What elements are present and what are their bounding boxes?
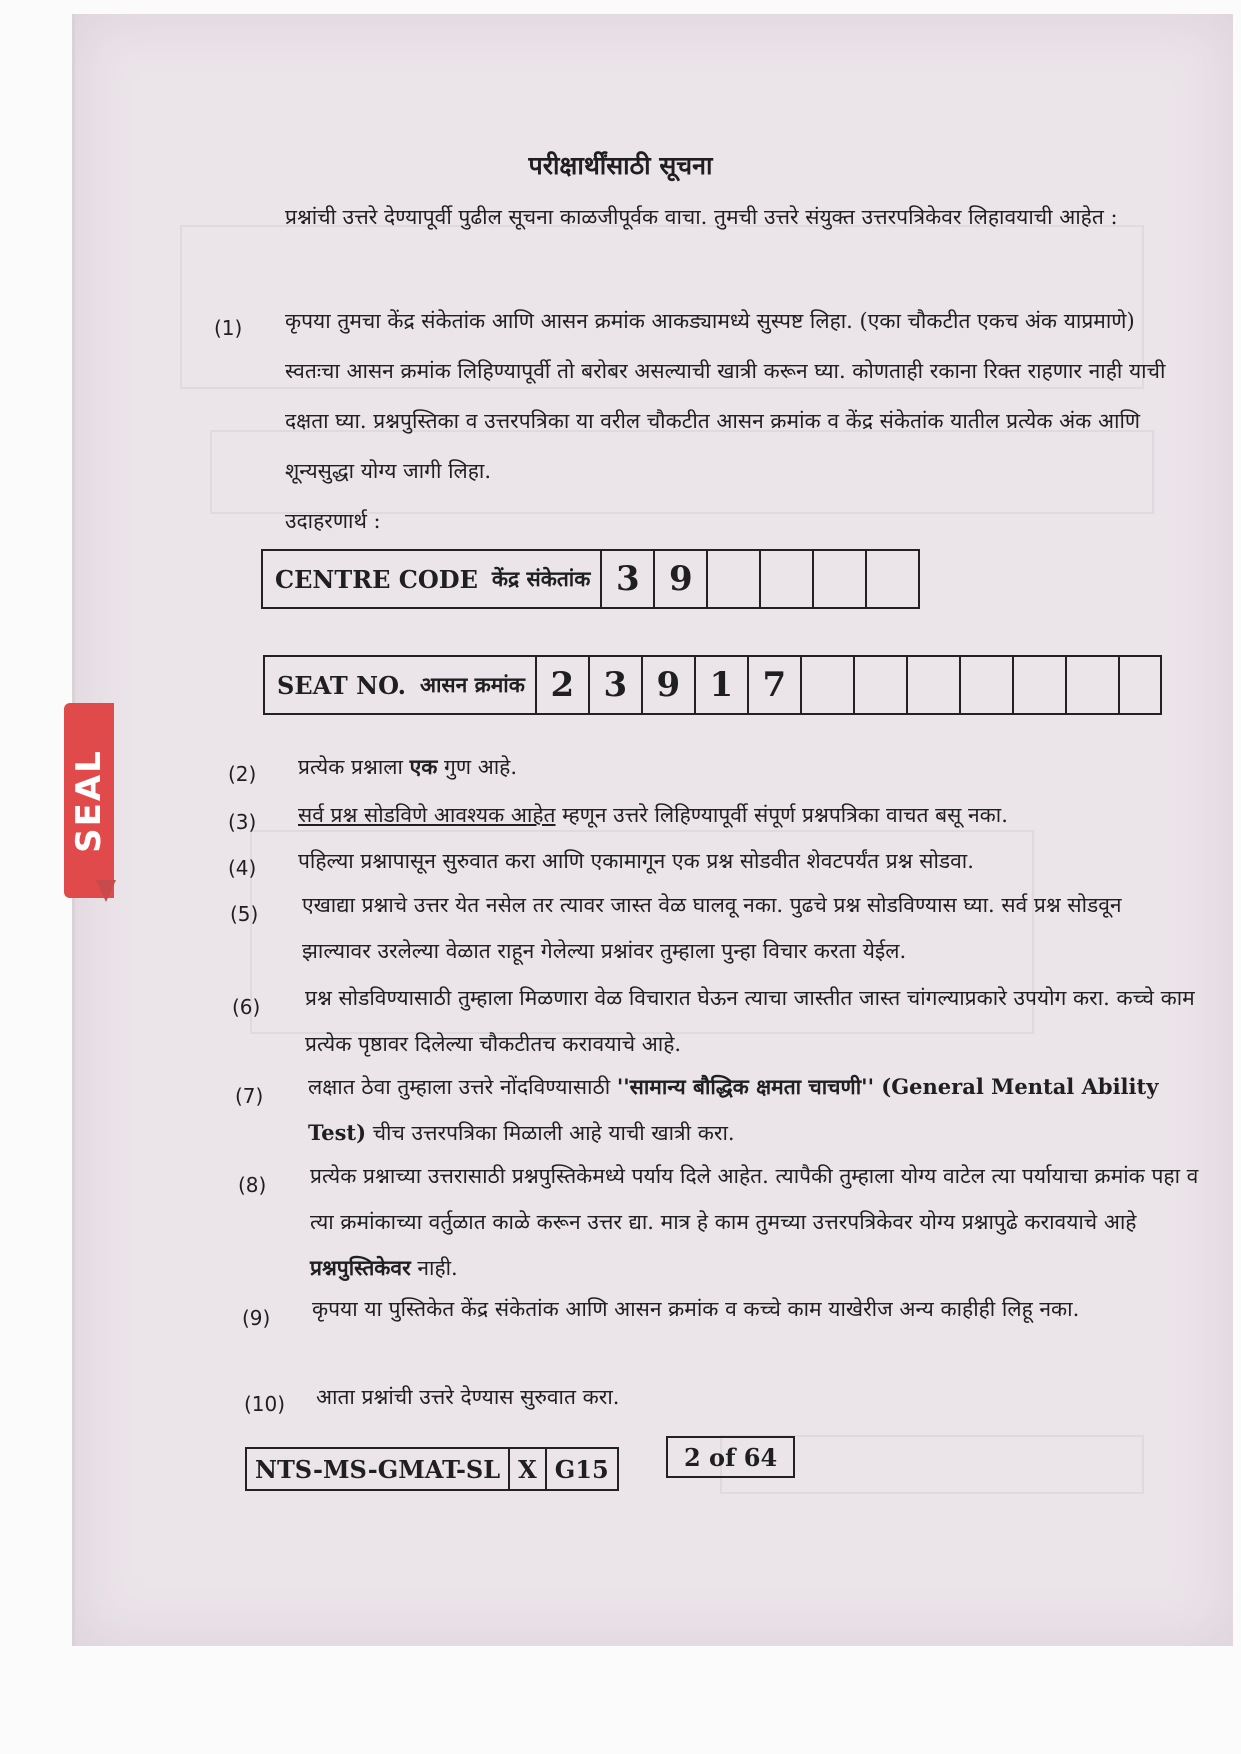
instruction-5: [302, 882, 1192, 974]
instruction-number: (7): [235, 1084, 264, 1108]
instruction-emphasis: प्रश्नपुस्तिकेवर: [310, 1255, 411, 1280]
seat-no-box: [263, 655, 1162, 715]
centre-code-label-mr: केंद्र संकेतांक: [491, 566, 591, 591]
centre-code-digit: [708, 551, 761, 607]
page-number: 2 of 64: [684, 1442, 778, 1472]
seat-no-digit: [802, 657, 855, 713]
centre-code-digit: [814, 551, 867, 607]
instruction-2: [298, 742, 1178, 792]
instruction-text: म्हणून उत्तरे लिहिण्यापूर्वी संपूर्ण प्रश्नपत्रिका वाचत बसू नका.: [555, 803, 1008, 827]
instruction-number: (4): [228, 856, 257, 880]
instruction-text: गुण आहे.: [437, 755, 518, 779]
instruction-8: [310, 1153, 1200, 1291]
footer: [245, 1447, 619, 1491]
booklet-code-box: [245, 1447, 619, 1491]
seat-no-digit: [908, 657, 961, 713]
instruction-text: लक्षात ठेवा तुम्हाला उत्तरे नोंदविण्यासाठी: [308, 1075, 617, 1099]
instruction-underlined: सर्व प्रश्न सोडविणे आवश्यक आहेत: [298, 803, 556, 827]
seat-no-digit: [1014, 657, 1067, 713]
centre-code-digit: [761, 551, 814, 607]
example-label: उदाहरणार्थ :: [285, 509, 381, 533]
instruction-emphasis: एक: [409, 754, 438, 779]
instruction-text: एखाद्या प्रश्नाचे उत्तर येत नसेल तर त्यावर जास्त वेळ घालवू नका. पुढचे प्रश्न सोडविण्यास घ्या. सर्व प्रश्न सोडवून झाल्यावर उरलेल्या वेळात राहून गेलेल्या प्रश्नांवर तुम्हाला पुन्हा विचार करता येईल.: [302, 893, 1122, 963]
instruction-number: (3): [228, 810, 257, 834]
seal-label: SEAL: [69, 748, 110, 853]
seat-no-digit: 3: [590, 657, 643, 713]
instruction-text: प्रत्येक प्रश्नाच्या उत्तरासाठी प्रश्नपुस्तिकेमध्ये पर्याय दिले आहेत. त्यापैकी तुम्हाला योग्य वाटेल त्या पर्यायाचा क्रमांक पहा व त्या क्रमांकाच्या वर्तुळात काळे करून उत्तर द्या. मात्र हे काम तुमच्या उत्तरपत्रिकेवर योग्य प्रश्नापुढे करावयाचे आहे: [310, 1164, 1199, 1234]
intro-text: प्रश्नांची उत्तरे देण्यापूर्वी पुढील सूचना काळजीपूर्वक वाचा. तुमची उत्तरे संयुक्त उत्तरपत्रिकेवर लिहावयाची आहेत :: [285, 205, 1118, 229]
instruction-6: [305, 975, 1195, 1067]
seal-tab-edge: [96, 880, 116, 902]
seat-no-digit: 2: [537, 657, 590, 713]
instruction-number: (9): [242, 1306, 271, 1330]
instruction-text: नाही.: [410, 1256, 458, 1280]
seat-no-digit: [1067, 657, 1120, 713]
instruction-text: चीच उत्तरपत्रिका मिळाली आहे याची खात्री करा.: [366, 1121, 735, 1145]
page-title: परीक्षार्थींसाठी सूचना: [528, 151, 713, 180]
instruction-number: (1): [214, 316, 243, 340]
seat-no-label-en: SEAT NO.: [277, 670, 406, 700]
instruction-text: आता प्रश्नांची उत्तरे देण्यास सुरुवात करा.: [316, 1385, 620, 1409]
instruction-emphasis: ''सामान्य बौद्धिक क्षमता चाचणी'' (General Mental Ability Test): [308, 1074, 1159, 1145]
centre-code-label-en: CENTRE CODE: [275, 564, 478, 594]
class-code: X: [510, 1449, 547, 1489]
instruction-number: (10): [244, 1392, 286, 1416]
instruction-text: कृपया या पुस्तिकेत केंद्र संकेतांक आणि आसन क्रमांक व कच्चे काम याखेरीज अन्य काहीही लिहू नका.: [312, 1297, 1080, 1321]
set-code: G15: [554, 1454, 609, 1484]
instruction-text: पहिल्या प्रश्नापासून सुरुवात करा आणि एकामागून एक प्रश्न सोडवीत शेवटपर्यंत प्रश्न सोडवा.: [298, 849, 974, 873]
instruction-number: (6): [232, 995, 261, 1019]
page-number-footer: [666, 1436, 795, 1478]
seat-no-label: [265, 657, 537, 713]
centre-code-label: [263, 551, 602, 607]
seat-no-digit: [961, 657, 1014, 713]
seat-no-digit: 7: [749, 657, 802, 713]
booklet-code: NTS-MS-GMAT-SL: [247, 1449, 510, 1489]
centre-code-digit: 9: [655, 551, 708, 607]
instruction-7: [308, 1064, 1198, 1156]
instruction-9: [312, 1286, 1202, 1332]
seat-no-digit: [1120, 657, 1160, 713]
seat-no-digit: [855, 657, 908, 713]
instruction-10: [316, 1372, 1196, 1422]
centre-code-digit: 3: [602, 551, 655, 607]
instruction-text: प्रत्येक प्रश्नाला: [298, 755, 410, 779]
seal-tab: [64, 703, 114, 898]
seat-no-digit: 1: [696, 657, 749, 713]
seat-no-label-mr: आसन क्रमांक: [419, 672, 525, 697]
instruction-number: (2): [228, 762, 257, 786]
instruction-4: [298, 836, 1188, 886]
page-number-box: [666, 1436, 795, 1478]
instruction-text: कृपया तुमचा केंद्र संकेतांक आणि आसन क्रमांक आकड्यामध्ये सुस्पष्ट लिहा. (एका चौकटीत एकच अंक याप्रमाणे) स्वतःचा आसन क्रमांक लिहिण्यापूर्वी तो बरोबर असल्याची खात्री करून घ्या. कोणताही रकाना रिक्त राहणार नाही याची दक्षता घ्या. प्रश्नपुस्तिका व उत्तरपत्रिका या वरील चौकटीत आसन क्रमांक व केंद्र संकेतांक यातील प्रत्येक अंक आणि शून्यसुद्धा योग्य जागी लिहा.: [285, 309, 1166, 483]
centre-code-box: [261, 549, 920, 609]
instruction-3: [298, 790, 1188, 840]
instruction-1: [285, 296, 1175, 546]
instruction-number: (5): [230, 902, 259, 926]
instruction-text: प्रश्न सोडविण्यासाठी तुम्हाला मिळणारा वेळ विचारात घेऊन त्याचा जास्तीत जास्त चांगल्याप्रकारे उपयोग करा. कच्चे काम प्रत्येक पृष्ठावर दिलेल्या चौकटीतच करावयाचे आहे.: [305, 986, 1195, 1056]
instruction-number: (8): [238, 1173, 267, 1197]
seat-no-digit: 9: [643, 657, 696, 713]
centre-code-digit: [867, 551, 918, 607]
